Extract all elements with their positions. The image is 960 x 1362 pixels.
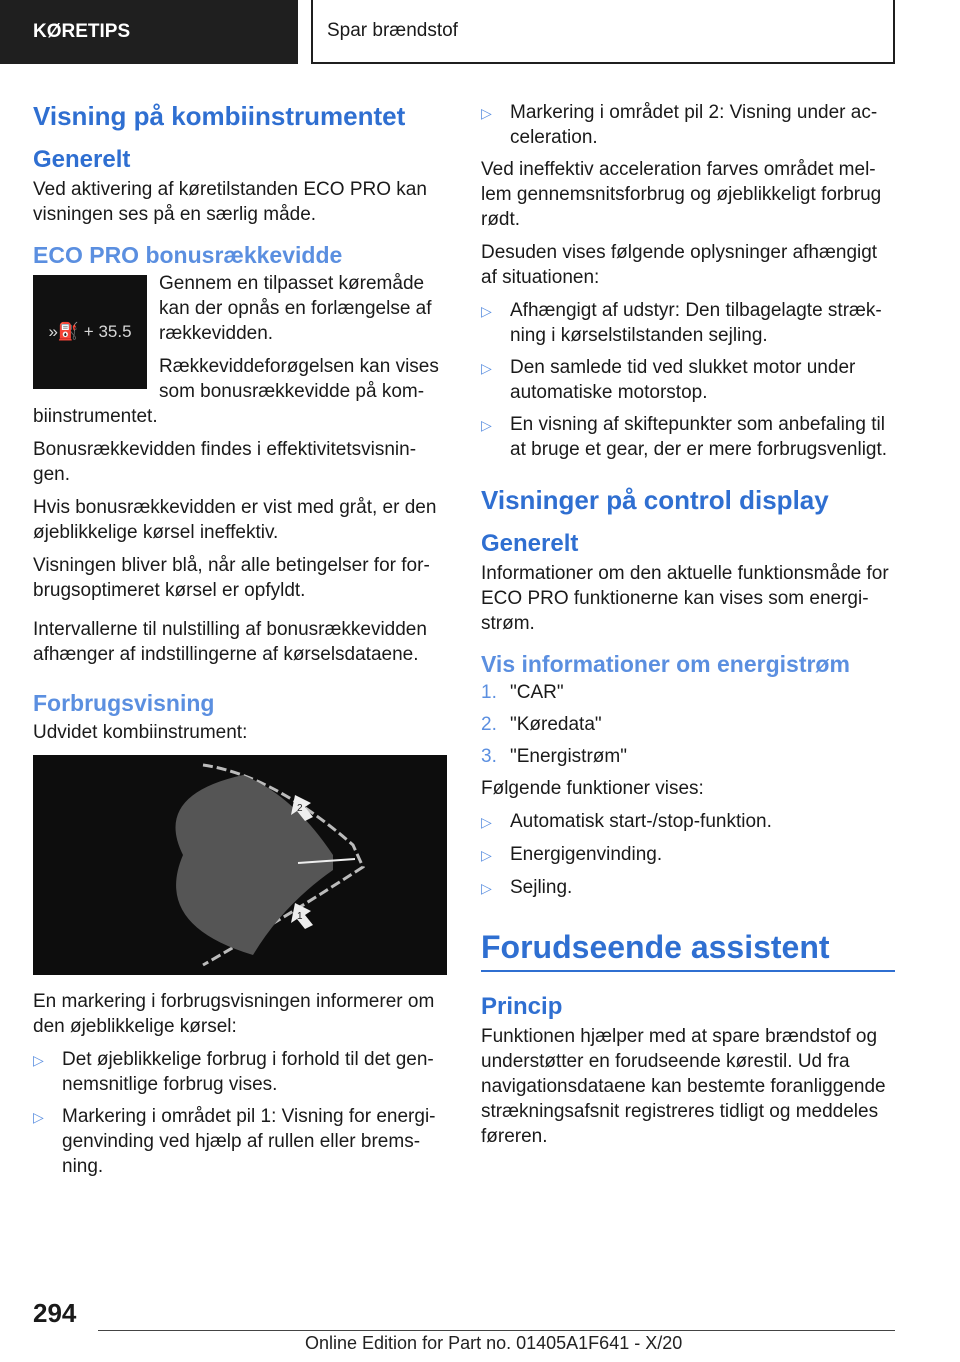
heading-generelt-right: Generelt — [481, 529, 579, 557]
list-item-text: Sejling. — [510, 877, 573, 899]
fuel-icon: »⛽ — [48, 322, 84, 342]
list-item-text: Den samlede tid ved slukket motor under automatiske motorstop. — [510, 357, 856, 403]
list-item — [481, 100, 895, 150]
triangle-bullet-icon: ▷ — [33, 1052, 44, 1068]
step-number: 3. — [481, 746, 497, 768]
arrow-1-label: 1 — [297, 911, 303, 922]
list-item — [481, 355, 895, 405]
paragraph: Hvis bonusrækkevidden er vist med gråt, er den øjeblikkelige kørsel ineffektiv. — [33, 497, 437, 544]
triangle-bullet-icon: ▷ — [481, 360, 492, 376]
list-item-text: En visning af skiftepunkter som anbefaling til at bruge et gear, der er mere forbrugsvenligt. — [510, 414, 888, 460]
list-item-text: Det øjeblikkelige forbrug i forhold til det gennemsnitlige forbrug vises. — [62, 1049, 434, 1095]
step-item — [481, 680, 895, 705]
chapter-title: Forudseende assistent — [481, 929, 895, 972]
paragraph: Følgende funktioner vises: — [481, 778, 704, 800]
instrument-cluster-image — [33, 755, 447, 975]
step-number: 2. — [481, 714, 497, 736]
paragraph: Informationer om den aktuelle funktionsmåde for ECO PRO funktionerne kan vises som energistrøm. — [481, 562, 889, 634]
topic-title: Spar brændstof — [327, 20, 458, 41]
paragraph: Udvidet kombiinstrument: — [33, 722, 248, 743]
heading-forbrug: Forbrugsvisning — [33, 690, 215, 717]
step-text: "CAR" — [510, 682, 564, 704]
triangle-bullet-icon: ▷ — [481, 847, 492, 864]
triangle-bullet-icon: ▷ — [481, 105, 492, 121]
list-item-text: Markering i området pil 1: Visning for energigenvinding ved hjælp af rullen eller bremsning. — [62, 1106, 436, 1177]
consumption-area — [176, 775, 334, 955]
step-number: 1. — [481, 682, 497, 704]
step-text: "Køredata" — [510, 714, 602, 736]
paragraph: Desuden vises følgende oplysninger afhængigt af situationen: — [481, 242, 878, 288]
right-column — [481, 100, 895, 1157]
header-topic — [311, 0, 895, 64]
paragraph: Ved aktivering af køretilstanden ECO PRO kan visningen ses på en særlig måde. — [33, 178, 427, 225]
eco-pro-display-image — [33, 275, 147, 389]
heading-princip: Princip — [481, 993, 563, 1021]
step-text: "Energistrøm" — [510, 746, 627, 768]
header-section — [0, 0, 298, 64]
list-item — [33, 1104, 443, 1179]
list-item — [33, 1047, 443, 1097]
paragraph: Funktionen hjælper med at spare brændstof og understøtter en forudseende kørestil. Ud fra navigationsdataene kan bestemte foranliggende strækningsafsnit registreres tidligt og meddeles føreren. — [481, 1026, 886, 1148]
triangle-bullet-icon: ▷ — [481, 880, 492, 897]
left-column — [33, 100, 443, 1186]
footer-divider — [98, 1330, 895, 1331]
step-item — [481, 744, 895, 769]
list-item-text: Markering i området pil 2: Visning under acceleration. — [510, 102, 878, 148]
heading-vis: Vis informationer om energistrøm — [481, 650, 850, 677]
list-item — [481, 875, 895, 901]
heading-control-display: Visninger på control display — [481, 485, 829, 515]
list-item — [481, 842, 895, 868]
list-item-text: Afhængigt af udstyr: Den tilbagelagte strækning i kørselstilstanden sejling. — [510, 300, 882, 346]
list-item — [481, 298, 895, 348]
arrow-2-label: 2 — [297, 803, 303, 814]
section-title: KØRETIPS — [33, 21, 131, 42]
paragraph: Visningen bliver blå, når alle betingelser for forbrugsoptimeret kørsel er opfyldt. — [33, 555, 430, 602]
triangle-bullet-icon: ▷ — [481, 417, 492, 433]
list-item-text: Energigenvinding. — [510, 844, 663, 866]
list-item-text: Automatisk start-/stop-funktion. — [510, 811, 772, 833]
list-item — [481, 809, 895, 835]
triangle-bullet-icon: ▷ — [481, 303, 492, 319]
heading-display: Visning på kombiinstrumentet — [33, 101, 406, 131]
heading-generelt: Generelt — [33, 145, 131, 173]
paragraph: Intervallerne til nulstilling af bonusrækkevidden afhænger af indstillingerne af kørselsdataene. — [33, 619, 427, 666]
edition-text: Online Edition for Part no. 01405A1F641 - X/20 — [305, 1333, 683, 1353]
instrument-svg — [33, 755, 447, 975]
paragraph: Rækkeviddeforøgelsen kan vises som bonusrækkevidde på kombiinstrumentet. — [33, 356, 439, 428]
step-item — [481, 712, 895, 737]
paragraph: Ved ineffektiv acceleration farves området mellem gennemsnitsforbrug og øjeblikkeligt forbrug rødt. — [481, 159, 882, 230]
triangle-bullet-icon: ▷ — [33, 1109, 44, 1125]
triangle-bullet-icon: ▷ — [481, 814, 492, 831]
eco-value: + 35.5 — [83, 322, 132, 342]
paragraph: Bonusrækkevidden findes i effektivitetsvisningen. — [33, 439, 417, 486]
paragraph: Gennem en tilpasset køremåde kan der opnås en forlængelse af rækkevidden. — [159, 273, 432, 345]
heading-eco: ECO PRO bonusrækkevidde — [33, 241, 343, 268]
page-number: 294 — [33, 1298, 77, 1328]
paragraph: En markering i forbrugsvisningen informerer om den øjeblikkelige kørsel: — [33, 991, 435, 1037]
list-item — [481, 412, 895, 462]
